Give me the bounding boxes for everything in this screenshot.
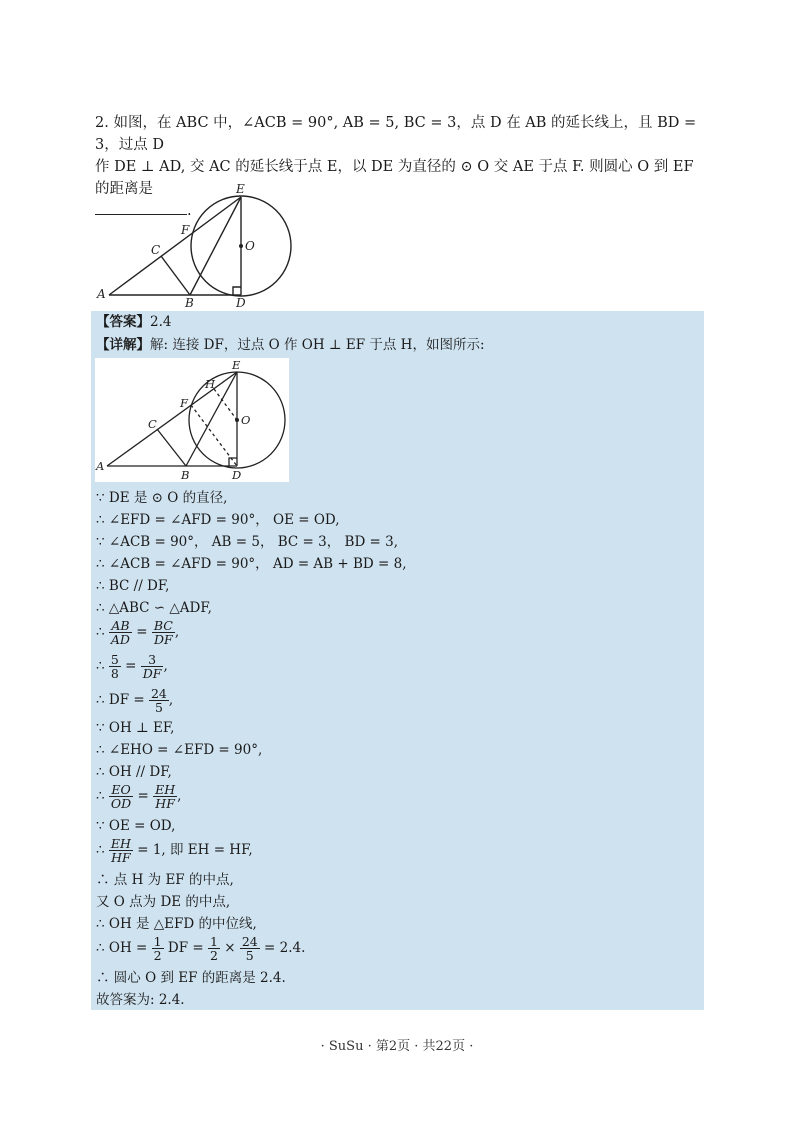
label-o: O (245, 239, 255, 253)
label-a: A (97, 287, 106, 301)
detail-intro: 【详解】解: 连接 DF，过点 O 作 OH ⊥ EF 于点 H，如图所示: (96, 337, 485, 353)
step-14: ∵ OE = OD, (96, 818, 176, 834)
label-d: D (236, 296, 246, 310)
step-12: ∴ OH // DF, (96, 764, 172, 780)
step-20: ∴ 圆心 O 到 EF 的距离是 2.4. (96, 970, 286, 986)
label-f: F (181, 223, 190, 237)
question-line-2: 作 DE ⊥ AD, 交 AC 的延长线于点 E，以 DE 为直径的 ⊙ O 交 AE 于点 F. 则圆心 O 到 EF 的距离是 (95, 159, 694, 197)
label-b-2: B (181, 468, 190, 482)
segment-cb (161, 256, 190, 295)
label-a-2: A (96, 459, 105, 473)
step-11: ∴ ∠EHO = ∠EFD = 90°, (96, 742, 263, 758)
answer-panel (91, 311, 704, 1010)
step-18: ∴ OH 是 △EFD 的中位线, (96, 916, 257, 932)
label-d-2: D (232, 468, 242, 482)
label-c: C (151, 243, 161, 257)
step-5: ∴ BC // DF, (96, 578, 170, 594)
label-f-2: F (180, 396, 188, 410)
step-9: ∴ DF = $\frac{24}{5}$ , (96, 686, 174, 715)
label-e: E (236, 182, 245, 196)
label-e-2: E (232, 358, 241, 372)
step-7: ∴ $\frac{AB}{AD}$ = $\frac{BC}{DF}$ , (96, 618, 180, 647)
center-dot (239, 244, 243, 248)
step-15: ∴ $\frac{EH}{HF}$ = 1, 即 EH = HF, (96, 836, 253, 865)
step-16: ∴ 点 H 为 EF 的中点, (96, 872, 234, 888)
step-6: ∴ △ABC ∽ △ADF, (96, 600, 212, 616)
step-1: ∵ DE 是 ⊙ O 的直径, (96, 490, 228, 506)
geometry-figure-1 (95, 180, 305, 310)
segment-ae (109, 197, 241, 295)
answer-line: 【答案】2.4 (96, 314, 172, 330)
right-angle-mark (233, 287, 241, 295)
step-2: ∴ ∠EFD = ∠AFD = 90°， OE = OD, (96, 512, 340, 528)
page-footer: · SuSu · 第2页 · 共22页 · (320, 1039, 474, 1054)
step-3: ∵ ∠ACB = 90°， AB = 5， BC = 3， BD = 3, (96, 534, 399, 550)
geometry-figure-2 (95, 358, 289, 482)
step-13: ∴ $\frac{EO}{OD}$ = $\frac{EH}{HF}$ , (96, 782, 182, 811)
segment-eb (190, 197, 241, 295)
step-21: 故答案为: 2.4. (96, 992, 185, 1008)
label-o-2: O (241, 413, 251, 427)
question-line-1: 2. 如图，在 ABC 中，∠ACB = 90°, AB = 5, BC = 3，点 D 在 AB 的延长线上，且 BD = 3，过点 D (95, 115, 697, 153)
step-10: ∵ OH ⊥ EF, (96, 720, 175, 736)
label-h-2: H (205, 377, 216, 391)
step-8: ∴ $\frac{5}{8}$ = $\frac{3}{DF}$ , (96, 652, 168, 681)
step-4: ∴ ∠ACB = ∠AFD = 90°， AD = AB + BD = 8, (96, 556, 407, 572)
label-b: B (185, 296, 194, 310)
step-19: ∴ OH = $\frac{1}{2}$ DF = $\frac{1}{2}$ × $\frac{24}{5}$ = 2.4. (96, 934, 306, 963)
label-c-2: C (148, 417, 157, 431)
question-line-3: . (95, 200, 710, 222)
step-17: 又 O 点为 DE 的中点, (96, 894, 231, 910)
